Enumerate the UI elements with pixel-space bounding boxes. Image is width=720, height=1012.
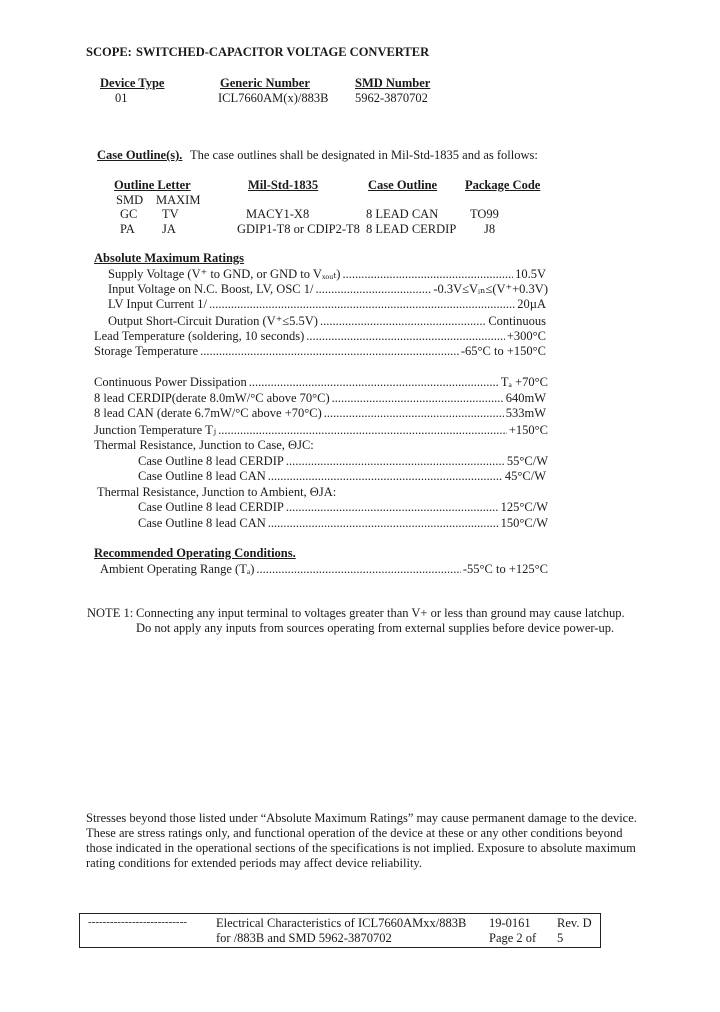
outline-row-mil: GDIP1-T8 or CDIP2-T8	[237, 222, 360, 236]
power-row	[94, 375, 548, 390]
rating-value: -0.3V≤Vᵢₙ≤(V⁺+0.3V)	[433, 282, 548, 296]
rating-value: +300°C	[506, 329, 546, 343]
footer-page-label: Page 2 of	[489, 931, 537, 945]
thermal-label: Case Outline 8 lead CERDIP	[138, 454, 284, 468]
thermal-jc-row	[138, 469, 546, 484]
rating-value: 20µA	[517, 297, 546, 311]
rating-value: -65°C to +150°C	[460, 344, 546, 358]
rating-label: Lead Temperature (soldering, 10 seconds)	[94, 329, 305, 343]
generic-number-value: ICL7660AM(x)/883B	[218, 91, 329, 105]
power-value: 640mW	[505, 391, 546, 405]
thermal-value: 55°C/W	[506, 454, 548, 468]
power-value: +150°C	[508, 423, 548, 437]
abs-max-row	[108, 266, 546, 282]
scope-title: SWITCHED-CAPACITOR VOLTAGE CONVERTER	[136, 45, 430, 59]
outline-row-maxim: TV	[162, 207, 179, 221]
stress-line: Stresses beyond those listed under “Absolute Maximum Ratings” may cause permanent damage to the device.	[86, 811, 637, 825]
outline-row-case: 8 LEAD CAN	[366, 207, 439, 221]
abs-max-row	[108, 313, 546, 329]
power-label: 8 lead CERDIP(derate 8.0mW/°C above 70°C)	[94, 391, 330, 405]
recommended-label: Ambient Operating Range (Tₐ)	[100, 562, 255, 576]
outline-row-case: 8 LEAD CERDIP	[366, 222, 457, 236]
abs-max-row	[94, 329, 546, 344]
smd-number-header: SMD Number	[355, 76, 431, 90]
thermal-ja-heading: Thermal Resistance, Junction to Ambient, ΘJA:	[97, 485, 337, 499]
note-line-1: Connecting any input terminal to voltages greater than V+ or less than ground may cause latchup.	[136, 606, 625, 620]
package-code-header: Package Code	[465, 178, 541, 192]
recommended-row	[100, 562, 548, 577]
footer-rev: Rev. D	[557, 916, 592, 930]
power-value: 533mW	[505, 406, 546, 420]
outline-row-mil: MACY1-X8	[246, 207, 310, 221]
footer-doc-number: 19-0161	[489, 916, 531, 930]
outline-row-smd: PA	[120, 222, 135, 236]
thermal-value: 150°C/W	[500, 516, 548, 530]
thermal-ja-row	[138, 500, 548, 515]
footer-line-2: for /883B and SMD 5962-3870702	[216, 931, 392, 945]
footer-line-1: Electrical Characteristics of ICL7660AMxx/883B	[216, 916, 467, 930]
thermal-value: 45°C/W	[504, 469, 546, 483]
power-value: Tₐ +70°C	[500, 375, 548, 389]
smd-number-value: 5962-3870702	[355, 91, 428, 105]
thermal-label: Case Outline 8 lead CERDIP	[138, 500, 284, 514]
power-row	[94, 406, 546, 421]
power-label: Continuous Power Dissipation	[94, 375, 247, 389]
outline-row-pkg: J8	[484, 222, 496, 236]
abs-max-row	[108, 297, 546, 312]
thermal-jc-heading: Thermal Resistance, Junction to Case, ΘJC:	[94, 438, 314, 452]
outline-letter-header: Outline Letter	[114, 178, 191, 192]
stress-line: These are stress ratings only, and functional operation of the device at these or any other conditions beyond	[86, 826, 623, 840]
abs-max-row	[108, 281, 548, 297]
rating-label: Output Short-Circuit Duration (V⁺≤5.5V)	[108, 314, 318, 328]
thermal-ja-row	[138, 516, 548, 531]
thermal-label: Case Outline 8 lead CAN	[138, 516, 266, 530]
rating-label: Storage Temperature	[94, 344, 199, 358]
stress-line: those indicated in the operational sections of the specifications is not implied. Exposure to absolute maximum	[86, 841, 636, 855]
maxim-subheader: MAXIM	[156, 193, 201, 207]
outline-row-smd: GC	[120, 207, 138, 221]
outline-row-pkg: TO99	[470, 207, 499, 221]
power-label: 8 lead CAN (derate 6.7mW/°C above +70°C)	[94, 406, 322, 420]
rating-label: Input Voltage on N.C. Boost, LV, OSC 1/	[108, 282, 314, 296]
rating-label: Supply Voltage (V⁺ to GND, or GND to Vₓₒᵤₜ)	[108, 267, 341, 281]
rating-value: Continuous	[488, 314, 546, 328]
power-label: Junction Temperature Tⱼ	[94, 423, 217, 437]
recommended-value: -55°C to +125°C	[462, 562, 548, 576]
scope-label: SCOPE:	[86, 45, 132, 59]
power-row	[94, 422, 548, 438]
thermal-value: 125°C/W	[500, 500, 548, 514]
rating-value: 10.5V	[515, 267, 546, 281]
footer-page-total: 5	[557, 931, 564, 945]
milstd-header: Mil-Std-1835	[248, 178, 319, 192]
recommended-heading: Recommended Operating Conditions.	[94, 546, 296, 560]
device-type-header: Device Type	[100, 76, 165, 90]
thermal-jc-row	[138, 454, 548, 469]
case-outline-text: The case outlines shall be designated in Mil-Std-1835 and as follows:	[190, 148, 538, 162]
rating-label: LV Input Current 1/	[108, 297, 207, 311]
abs-max-row	[94, 344, 546, 359]
device-type-value: 01	[115, 91, 128, 105]
case-outline-label: Case Outline(s).	[97, 148, 183, 162]
generic-number-header: Generic Number	[220, 76, 310, 90]
outline-row-maxim: JA	[162, 222, 176, 236]
footer-dashes: ---------------------------	[88, 916, 187, 928]
case-outline-header: Case Outline	[368, 178, 438, 192]
smd-subheader: SMD	[116, 193, 144, 207]
note-label: NOTE 1:	[87, 606, 134, 620]
power-row	[94, 391, 546, 406]
note-line-2: Do not apply any inputs from sources operating from external supplies before device power-up.	[136, 621, 615, 635]
abs-max-heading: Absolute Maximum Ratings	[94, 251, 245, 265]
thermal-label: Case Outline 8 lead CAN	[138, 469, 266, 483]
stress-line: rating conditions for extended periods may affect device reliability.	[86, 856, 422, 870]
